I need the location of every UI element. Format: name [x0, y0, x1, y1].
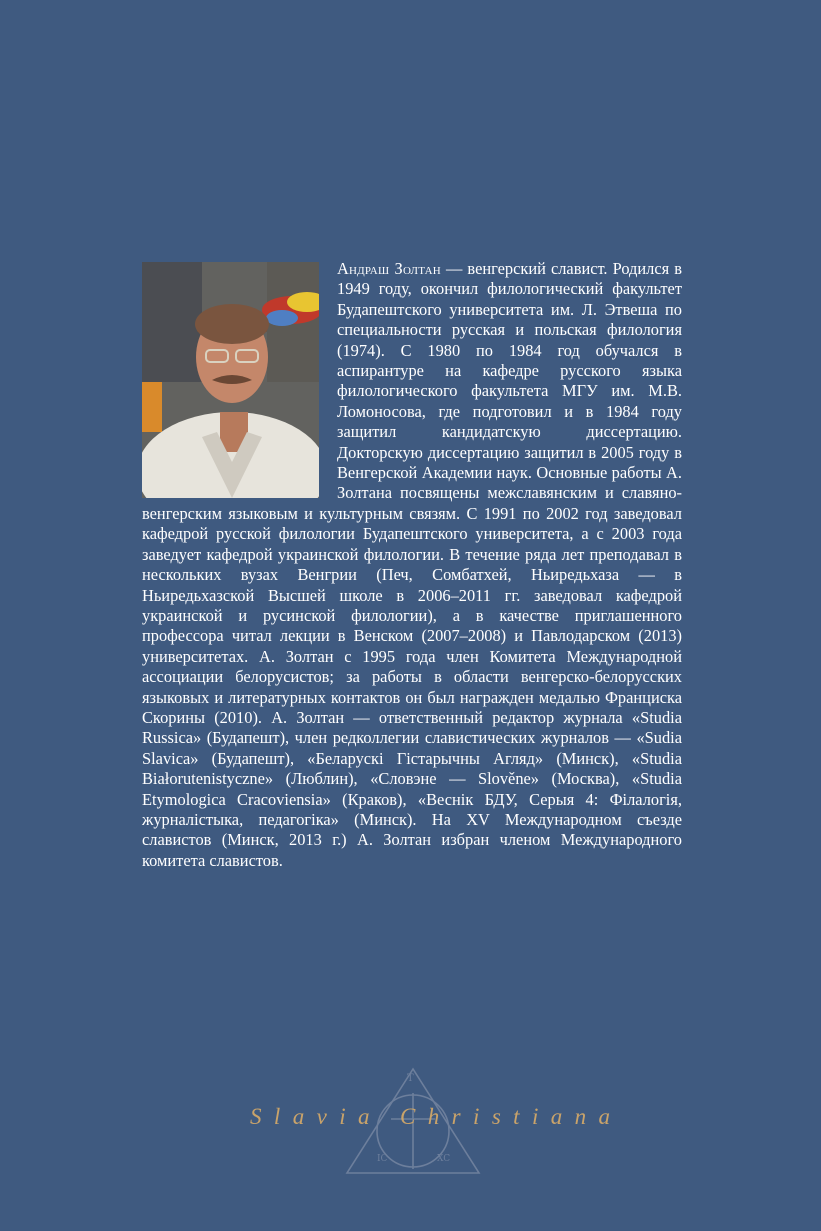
author-name: Андраш Золтан — [337, 259, 441, 278]
bio-text: — венгерский славист. Родился в 1949 году, окончил филологический факультет Будапештского университета им. Л. Этвеша по специальности русская и польская филология (1974). С 1980 по 1984 год обучался в аспирантуре на кафедре русского языка филологического факультета МГУ им. М.В. Ломоносова, где подготовил и в 1984 году защитил кандидатскую диссертацию. Докторскую диссертацию защитил в 2005 году в Венгерской Академии наук. Основные работы А. Золтана посвящены межславянским и славяно-венгерским языковым и культурным связям. С 1991 по 2002 год заведовал кафедрой русской филологии Будапештского университета, а с 2003 года заведует кафедрой украинской филологии. В течение ряда лет преподавал в нескольких вузах Венгрии (Печ, Сомбатхей, Ньиредьхаза — в Ньиредьхазской Высшей школе в 2006–2011 гг. заведовал кафедрой украинской и русинской филологии), а в качестве приглашенного профессора читал лекции в Венском (2007–2008) и Павлодарском (2013) университетах. А. Золтан с 1995 года член Комитета Международной ассоциации белорусистов; за работы в области венгерско-белорусских языковых и литературных контактов он был награжден медалью Франциска Скорины (2010). А. Золтан — ответственный редактор журнала «Studia Russica» (Будапешт), член редколлегии славистических журналов — «Sudia Slavica» (Будапешт), «Беларускі Гістарычны Агляд» (Минск), «Studia Białorutenistyczne» (Люблин), «Словэне — Slověne» (Москва), «Studia Etymologica Cracoviensia» (Краков), «Веснік БДУ, Серыя 4: Філалогія, журналістыка, педагогіка» (Минск). На XV Международном съезде славистов (Минск, 2013 г.) А. Золтан избран членом Международного комитета славистов. — [142, 259, 682, 870]
author-photo — [142, 262, 319, 498]
svg-text:IC: IC — [377, 1154, 388, 1164]
svg-text:XC: XC — [437, 1154, 451, 1164]
author-bio — [142, 259, 682, 871]
svg-text:T: T — [407, 1073, 414, 1084]
series-title: Slavia Christiana — [250, 1104, 623, 1129]
